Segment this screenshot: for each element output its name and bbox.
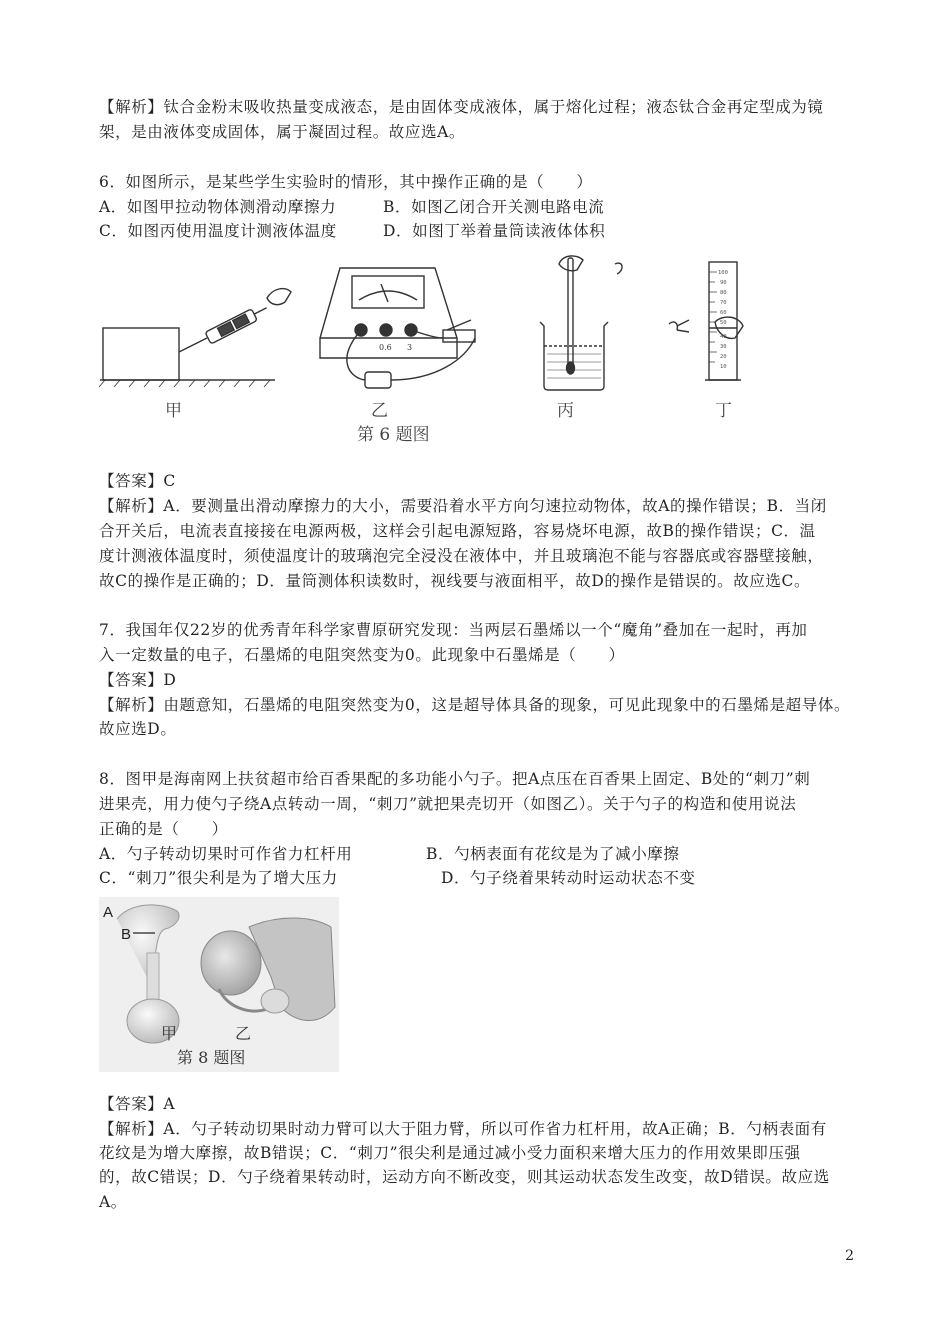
question-stem: 6．如图所示，是某些学生实验时的情形，其中操作正确的是（ ） <box>99 173 593 191</box>
option-a: A．勺子转动切果时可作省力杠杆用 <box>99 845 353 863</box>
switch <box>443 320 475 342</box>
text-line: 度计测液体温度时，须使温度计的玻璃泡完全浸没在液体中，并且玻璃泡不能与容器底或容器壁接触， <box>99 547 824 565</box>
thermometer <box>567 258 575 374</box>
page-number: 2 <box>845 1248 854 1264</box>
figure-8 <box>99 897 339 1072</box>
text-line: 的，故C错误；D．勺子绕着果转动时，运动方向不断改变，则其运动状态发生改变，故D错误。故应选 <box>99 1168 830 1186</box>
figure-label: 乙 <box>235 1024 252 1043</box>
pull-string <box>179 338 207 352</box>
surface-hatching <box>99 380 270 387</box>
meter-tick: 3 <box>407 343 413 352</box>
option-b: B．如图乙闭合开关测电路电流 <box>383 198 605 216</box>
figure-label: 甲 <box>165 401 182 421</box>
text-line: 【解析】A．要测量出滑动摩擦力的大小，需要沿着水平方向匀速拉动物体，故A的操作错误；B．当闭 <box>99 497 827 515</box>
beaker <box>540 322 608 390</box>
figure-label: 乙 <box>371 401 388 421</box>
answer-line: 【答案】D <box>99 671 177 689</box>
answer-line: 【答案】C <box>99 472 176 490</box>
option-c: C．如图丙使用温度计测液体温度 <box>99 222 337 240</box>
scale-tick: 70 <box>720 300 727 306</box>
text-line: 【解析】由题意知，石墨烯的电阻突然变为0，这是超导体具备的现象，可见此现象中的石墨烯是超导体。 <box>99 696 851 714</box>
scale-tick: 10 <box>720 364 727 370</box>
text-line: 【解析】钛合金粉末吸收热量变成液态，是由固体变成液体，属于熔化过程；液态钛合金再定型成为镜 <box>99 98 824 116</box>
eye <box>615 263 622 274</box>
scale-tick: 100 <box>718 270 728 276</box>
question-stem: 7．我国年仅22岁的优秀青年科学家曹原研究发现：当两层石墨烯以一个“魔角”叠加在一起时，再加 <box>99 621 808 639</box>
point-label: A <box>103 904 114 921</box>
figure-label: 甲 <box>161 1024 178 1043</box>
figure-caption: 第 8 题图 <box>177 1048 246 1067</box>
cylinder-scale <box>718 270 728 370</box>
option-d: D．如图丁举着量筒读液体体积 <box>383 222 606 240</box>
option-a: A．如图甲拉动物体测滑动摩擦力 <box>99 198 337 216</box>
option-d: D．勺子绕着果转动时运动状态不变 <box>441 869 696 887</box>
scale-tick: 30 <box>720 344 727 350</box>
figure-label: 丙 <box>557 401 574 421</box>
text-line: 故C的操作是正确的；D．量筒测体积读数时，视线要与液面相平，故D的操作是错误的。故应选C。 <box>99 572 811 590</box>
question-stem: 进果壳，用力使勺子绕A点转动一周，“刺刀”就把果壳切开（如图乙）。关于勺子的构造和使用说法 <box>99 795 797 813</box>
figure-6 <box>95 250 755 450</box>
text-line: A。 <box>99 1193 127 1211</box>
scale-tick: 80 <box>720 290 727 296</box>
battery <box>365 372 391 388</box>
scale-tick: 50 <box>720 320 727 326</box>
question-stem: 入一定数量的电子，石墨烯的电阻突然变为0。此现象中石墨烯是（ ） <box>99 646 625 664</box>
question-stem: 正确的是（ ） <box>99 820 228 838</box>
text-line: 架，是由液体变成固体，属于凝固过程。故应选A。 <box>99 123 465 141</box>
hand <box>267 289 291 305</box>
option-c: C．“刺刀”很尖利是为了增大压力 <box>99 869 338 887</box>
text-line: 【解析】A．勺子转动切果时动力臂可以大于阻力臂，所以可作省力杠杆用，故A正确；B．勺柄表面有 <box>99 1120 827 1138</box>
text-line: 故应选D。 <box>99 720 177 738</box>
answer-line: 【答案】A <box>99 1095 176 1113</box>
eye-sightline <box>677 320 689 332</box>
meter-tick: 0.6 <box>379 343 392 352</box>
figure-label: 丁 <box>715 401 732 421</box>
spring-scale <box>205 302 270 344</box>
point-label: B <box>121 926 132 943</box>
wire <box>391 338 475 380</box>
text-line: 合开关后，电流表直接接在电源两极，这样会引起电源短路，容易烧坏电源，故B的操作错误；C．温 <box>99 522 816 540</box>
scale-tick: 60 <box>720 310 727 316</box>
scale-tick: 40 <box>720 334 727 340</box>
question-stem: 8．图甲是海南网上扶贫超市给百香果配的多功能小勺子。把A点压在百香果上固定、B处的“刺刀”刺 <box>99 770 811 788</box>
eye <box>669 322 677 330</box>
block <box>103 328 179 380</box>
figure-caption: 第 6 题图 <box>357 425 430 445</box>
scale-tick: 90 <box>720 280 727 286</box>
option-b: B．勺柄表面有花纹是为了减小摩擦 <box>426 845 680 863</box>
scale-tick: 20 <box>720 354 727 360</box>
text-line: 花纹是为增大摩擦，故B错误；C．“刺刀”很尖利是通过减小受力面积来增大压力的作用效果即压强 <box>99 1144 801 1162</box>
